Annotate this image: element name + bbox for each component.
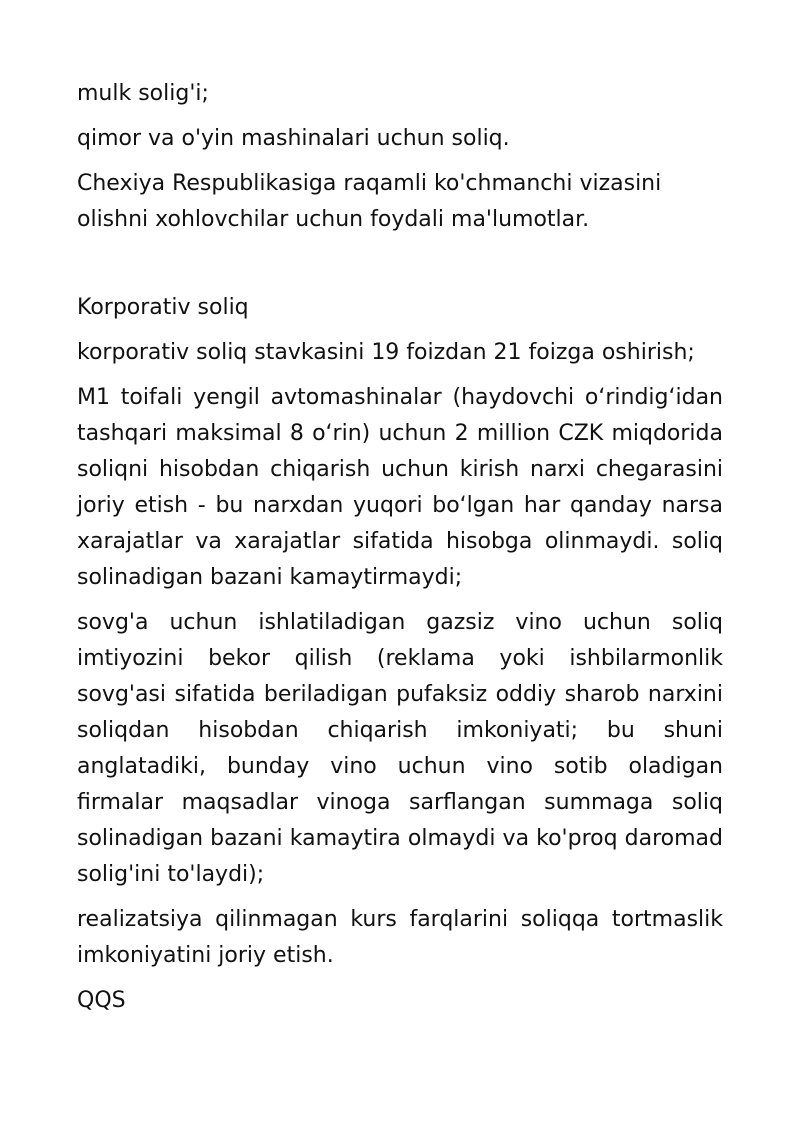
paragraph-m1-vehicles: M1 toifali yengil avtomashinalar (haydovchi o‘rindig‘idan tashqari maksimal 8 o‘rin) uchun 2 million CZK miqdorida soliqni hisobdan chiqarish uchun kirish narxi chegarasini joriy etish - bu narxdan yuqori bo‘lgan har qanday narsa xarajatlar va xarajatlar sifatida hisobga olinmaydi. soliq solinadigan bazani kamaytirmaydi; [77, 385, 723, 590]
section-spacer [77, 247, 723, 290]
paragraph-exchange-differences: realizatsiya qilinmagan kurs farqlarini soliqqa tortmaslik imkoniyatini joriy etish. [77, 907, 723, 968]
paragraph-property-tax: mulk solig'i; [77, 81, 209, 106]
section-heading-corporate-tax: Korporativ soliq [77, 295, 249, 320]
paragraph-gambling-tax: qimor va o'yin mashinalari uchun soliq. [77, 126, 510, 151]
document-page [77, 76, 723, 1028]
paragraph-corporate-rate: korporativ soliq stavkasini 19 foizdan 21 foizga oshirish; [77, 340, 695, 365]
paragraph-wine-gift: sovg'a uchun ishlatiladigan gazsiz vino uchun soliq imtiyozini bekor qilish (reklama yoki ishbilarmonlik sovg'asi sifatida beriladigan pufaksiz oddiy sharob narxini soliqdan hisobdan chiqarish imkoniyati; bu shuni anglatadiki, bunday vino uchun vino sotib oladigan firmalar maqsadlar vinoga sarflangan summaga soliq solinadigan bazani kamaytira olmaydi va ko'proq daromad solig'ini to'laydi); [77, 610, 723, 887]
section-heading-vat: QQS [77, 988, 126, 1013]
paragraph-digital-nomad-info: Chexiya Respublikasiga raqamli ko'chmanchi vizasini olishni xohlovchilar uchun foydali ma'lumotlar. [77, 171, 662, 232]
